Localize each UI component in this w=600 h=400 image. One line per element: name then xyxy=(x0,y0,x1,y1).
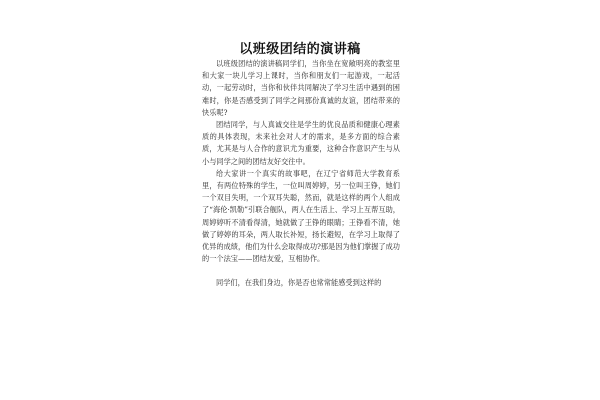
paragraph-story: 给大家讲一个真实的故事吧，在辽宁省师范大学教育系里，有两位特殊的学生，一位叫周婷婷，另一位叫王铮，她们一个双目失明，一个双耳失聪，然而，就是这样的两个人组成了“海伦·凯勒”引联合舰队，两人在生活上、学习上互帮互助，周婷婷听不清看得清，她就做了王铮的眼睛；王铮看不清，她做了婷婷的耳朵，两人取长补短，扬长避短，在学习上取得了优异的成绩，他们为什么会取得成功?那是因为他们掌握了成功的一个法宝——团结友爱，互相协作。 xyxy=(202,168,400,264)
document-body xyxy=(202,58,400,290)
page-title: 以班级团结的演讲稿 xyxy=(239,42,361,57)
paragraph-cooperation: 团结同学，与人真诚交往是学生的优良品质和健康心理素质的具体表现，未来社会对人才的需求，是多方面的综合素质，尤其是与人合作的意识尤为重要，这种合作意识产生与从小与同学之间的团结友好交往中。 xyxy=(202,120,400,166)
paragraph-intro: 以班级团结的演讲稿同学们，当你坐在宽敞明亮的教室里和大家一块儿学习上课时，当你和朋友们一起游戏，一起活动，一起劳动时，当你和伙伴共同解决了学习生活中遇到的困难时，你是否感受到了同学之间那份真诚的友谊，团结带来的快乐呢? xyxy=(202,59,400,117)
paragraph-closing: 同学们，在我们身边，你是否也常常能感受到这样的 xyxy=(216,278,382,288)
